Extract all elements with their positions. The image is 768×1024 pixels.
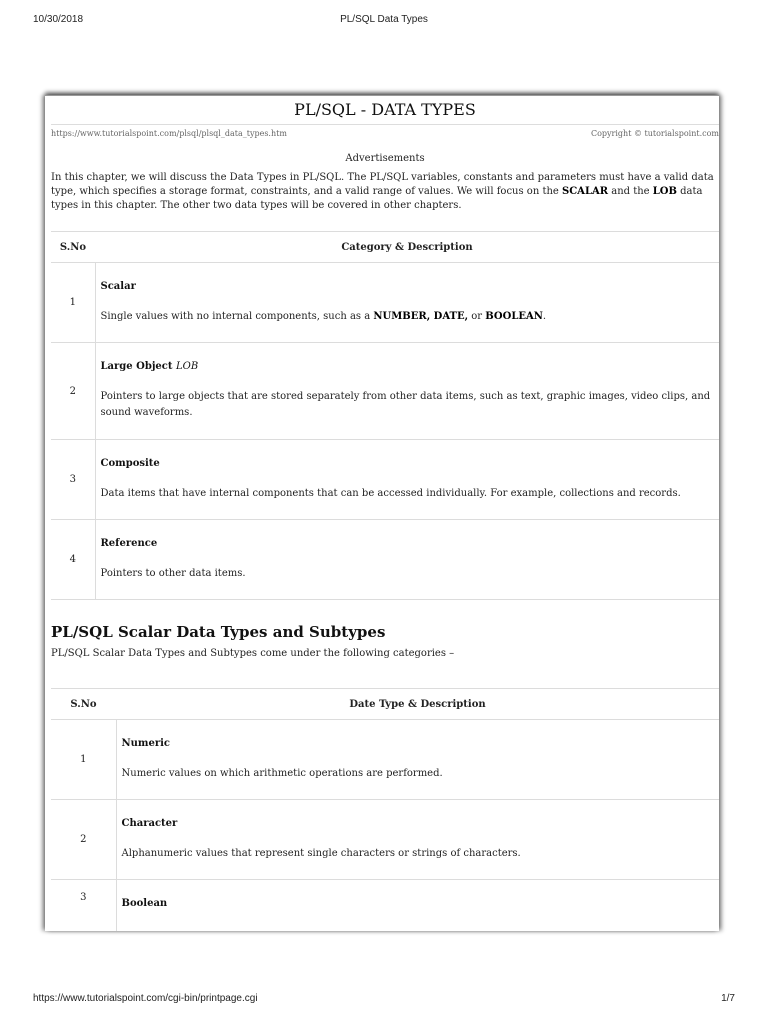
advertisements-label: Advertisements [345,153,425,164]
table-row [51,720,719,800]
col-header-sno: S.No [51,232,95,263]
desc-bold-1: NUMBER, DATE, [373,310,469,322]
type-name: Boolean [121,898,168,909]
type-desc: Numeric values on which arithmetic operations are performed. [121,767,443,779]
category-desc [101,309,712,325]
row-description [95,263,719,343]
table-header-row [51,689,719,720]
print-header [0,14,768,34]
print-footer [0,993,768,1013]
desc-bold-2: BOOLEAN [485,310,543,322]
category-name-italic: LOB [176,361,199,372]
col-header-sno: S.No [51,689,116,720]
section-subtext: PL/SQL Scalar Data Types and Subtypes come under the following categories – [51,648,455,659]
page-number: 1/7 [721,993,735,1004]
print-title: PL/SQL Data Types [340,14,428,25]
row-number: 4 [51,520,95,600]
categories-table [51,231,719,600]
source-url[interactable]: https://www.tutorialspoint.com/plsql/plsql_data_types.htm [51,129,287,138]
copyright-text: Copyright © tutorialspoint.com [590,129,719,138]
page-frame [45,95,719,931]
category-name [101,361,712,372]
category-desc: Pointers to other data items. [100,567,246,579]
row-number: 3 [51,880,116,932]
row-description [116,880,719,932]
desc-text: . [542,310,547,322]
table-row [51,800,719,880]
category-name: Reference [100,537,158,549]
intro-text-2: and the [608,186,653,197]
table-row [51,263,719,343]
table-row [51,440,719,520]
intro-paragraph [51,167,719,231]
row-description [95,343,719,440]
table-header-row [51,232,719,263]
section-heading: PL/SQL Scalar Data Types and Subtypes [51,623,386,641]
desc-text: Single values with no internal components, such as a [100,310,374,322]
print-date: 10/30/2018 [33,14,84,25]
intro-text-1: In this chapter, we will discuss the Data Types in PL/SQL. The PL/SQL variables, constants and parameters must have a valid data type, which specifies a storage format, constraints, and a valid range of values. We will focus on the [51,172,714,197]
row-number: 3 [51,440,95,520]
row-number: 1 [51,720,116,800]
intro-lob: LOB [652,186,677,197]
category-desc: Data items that have internal components that can be accessed individually. For example, collections and records. [100,487,681,499]
intro-text-3: data types in this chapter. The other two data types will be covered in other chapters. [51,186,703,211]
page-title: PL/SQL - DATA TYPES [51,96,719,125]
row-description [116,800,719,880]
row-description [116,720,719,800]
table-row [51,520,719,600]
scalar-types-table [51,688,719,931]
print-url: https://www.tutorialspoint.com/cgi-bin/printpage.cgi [33,993,258,1004]
row-number: 2 [51,343,95,440]
row-number: 1 [51,263,95,343]
col-header-datatype: Date Type & Description [116,689,719,720]
category-name: Composite [100,457,160,469]
row-description [95,520,719,600]
source-row [51,125,719,143]
desc-text: or [468,310,486,322]
type-name: Character [121,817,178,829]
type-desc: Alphanumeric values that represent single characters or strings of characters. [121,847,521,859]
row-description [95,440,719,520]
category-name: Scalar [100,280,136,292]
col-header-category: Category & Description [95,232,719,263]
category-desc: Pointers to large objects that are stored separately from other data items, such as text, graphic images, video clips, and sound waveforms. [100,391,711,418]
table-row [51,880,719,932]
type-name: Numeric [121,737,171,749]
category-name-text: Large Object [100,361,176,372]
table-row [51,343,719,440]
intro-scalar: SCALAR [562,186,609,197]
row-number: 2 [51,800,116,880]
page-content [51,96,719,931]
